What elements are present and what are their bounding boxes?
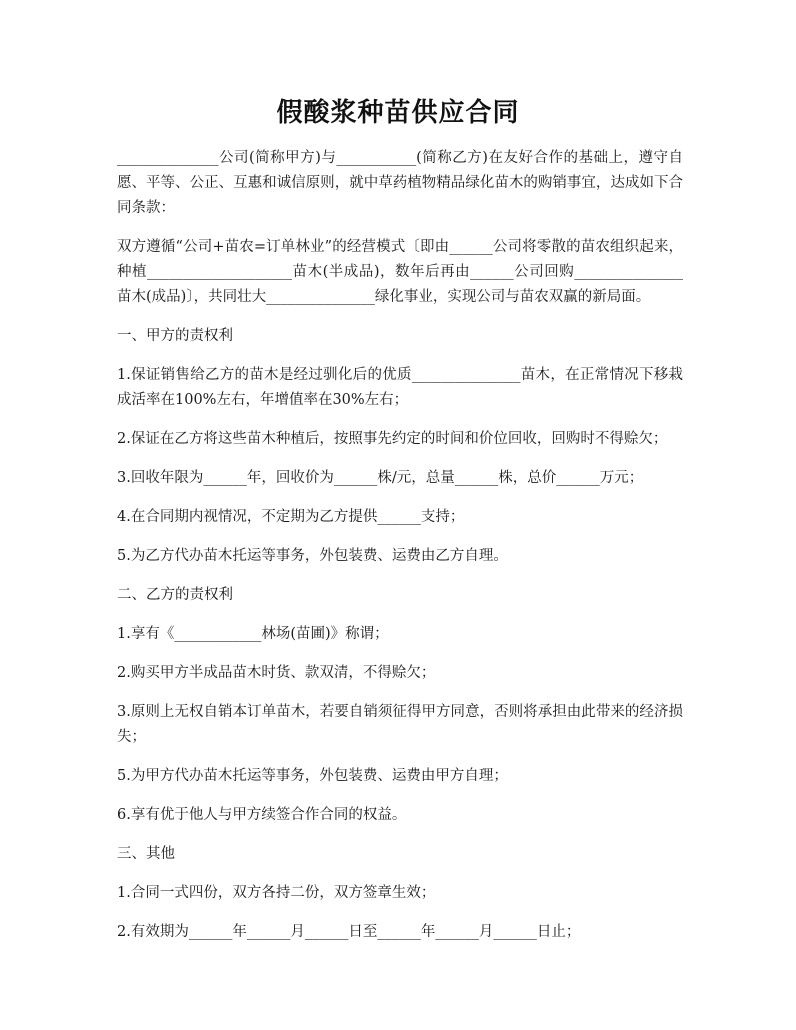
section-heading-other: 三、其他 xyxy=(117,846,175,862)
document-title: 假酸浆种苗供应合同 xyxy=(276,98,520,128)
section-heading-party-a: 一、甲方的责权利 xyxy=(117,328,233,344)
party-a-clause-1: 1.保证销售给乙方的苗木是经过驯化后的优质_______________苗木，在正常情况下移栽成活率在100%左右，年增值率在30%左右； xyxy=(117,367,683,408)
business-model-paragraph: 双方遵循“公司+苗农=订单林业”的经营模式〔即由______公司将零散的苗农组织起来，种植____________________苗木(半成品)，数年后再由______公司回购_______________苗木(成品)〕，共同壮大_______________绿化事业，实现公司与苗农双赢的新局面。 xyxy=(117,239,683,305)
party-b-clause-5: 5.为甲方代办苗木托运等事务，外包装费、运费由甲方自理； xyxy=(117,768,508,784)
document-body xyxy=(117,146,683,959)
party-a-clause-3: 3.回收年限为______年，回收价为______株/元，总量______株，总价______万元； xyxy=(117,470,644,486)
other-clause-1: 1.合同一式四份，双方各持二份，双方签章生效； xyxy=(117,885,436,901)
party-a-clause-2: 2.保证在乙方将这些苗木种植后，按照事先约定的时间和价位回收，回购时不得赊欠； xyxy=(117,431,668,447)
party-b-clause-6: 6.享有优于他人与甲方续签合作合同的权益。 xyxy=(117,807,407,823)
party-a-clause-4: 4.在合同期内视情况，不定期为乙方提供______支持； xyxy=(117,509,465,525)
party-b-clause-1: 1.享有《____________林场(苗圃)》称谓； xyxy=(117,626,389,642)
other-clause-2: 2.有效期为______年______月______日至______年______月______日止； xyxy=(117,924,581,940)
intro-paragraph: ______________公司(简称甲方)与___________(简称乙方)在友好合作的基础上，遵守自愿、平等、公正、互惠和诚信原则，就中草药植物精品绿化苗木的购销事宜，达成如下合同条款： xyxy=(117,150,683,216)
party-b-clause-2: 2.购买甲方半成品苗木时货、款双清，不得赊欠； xyxy=(117,665,436,681)
party-b-clause-3: 3.原则上无权自销本订单苗木，若要自销须征得甲方同意，否则将承担由此带来的经济损失； xyxy=(117,704,683,745)
section-heading-party-b: 二、乙方的责权利 xyxy=(117,587,233,603)
party-a-clause-5: 5.为乙方代办苗木托运等事务，外包装费、运费由乙方自理。 xyxy=(117,548,508,564)
